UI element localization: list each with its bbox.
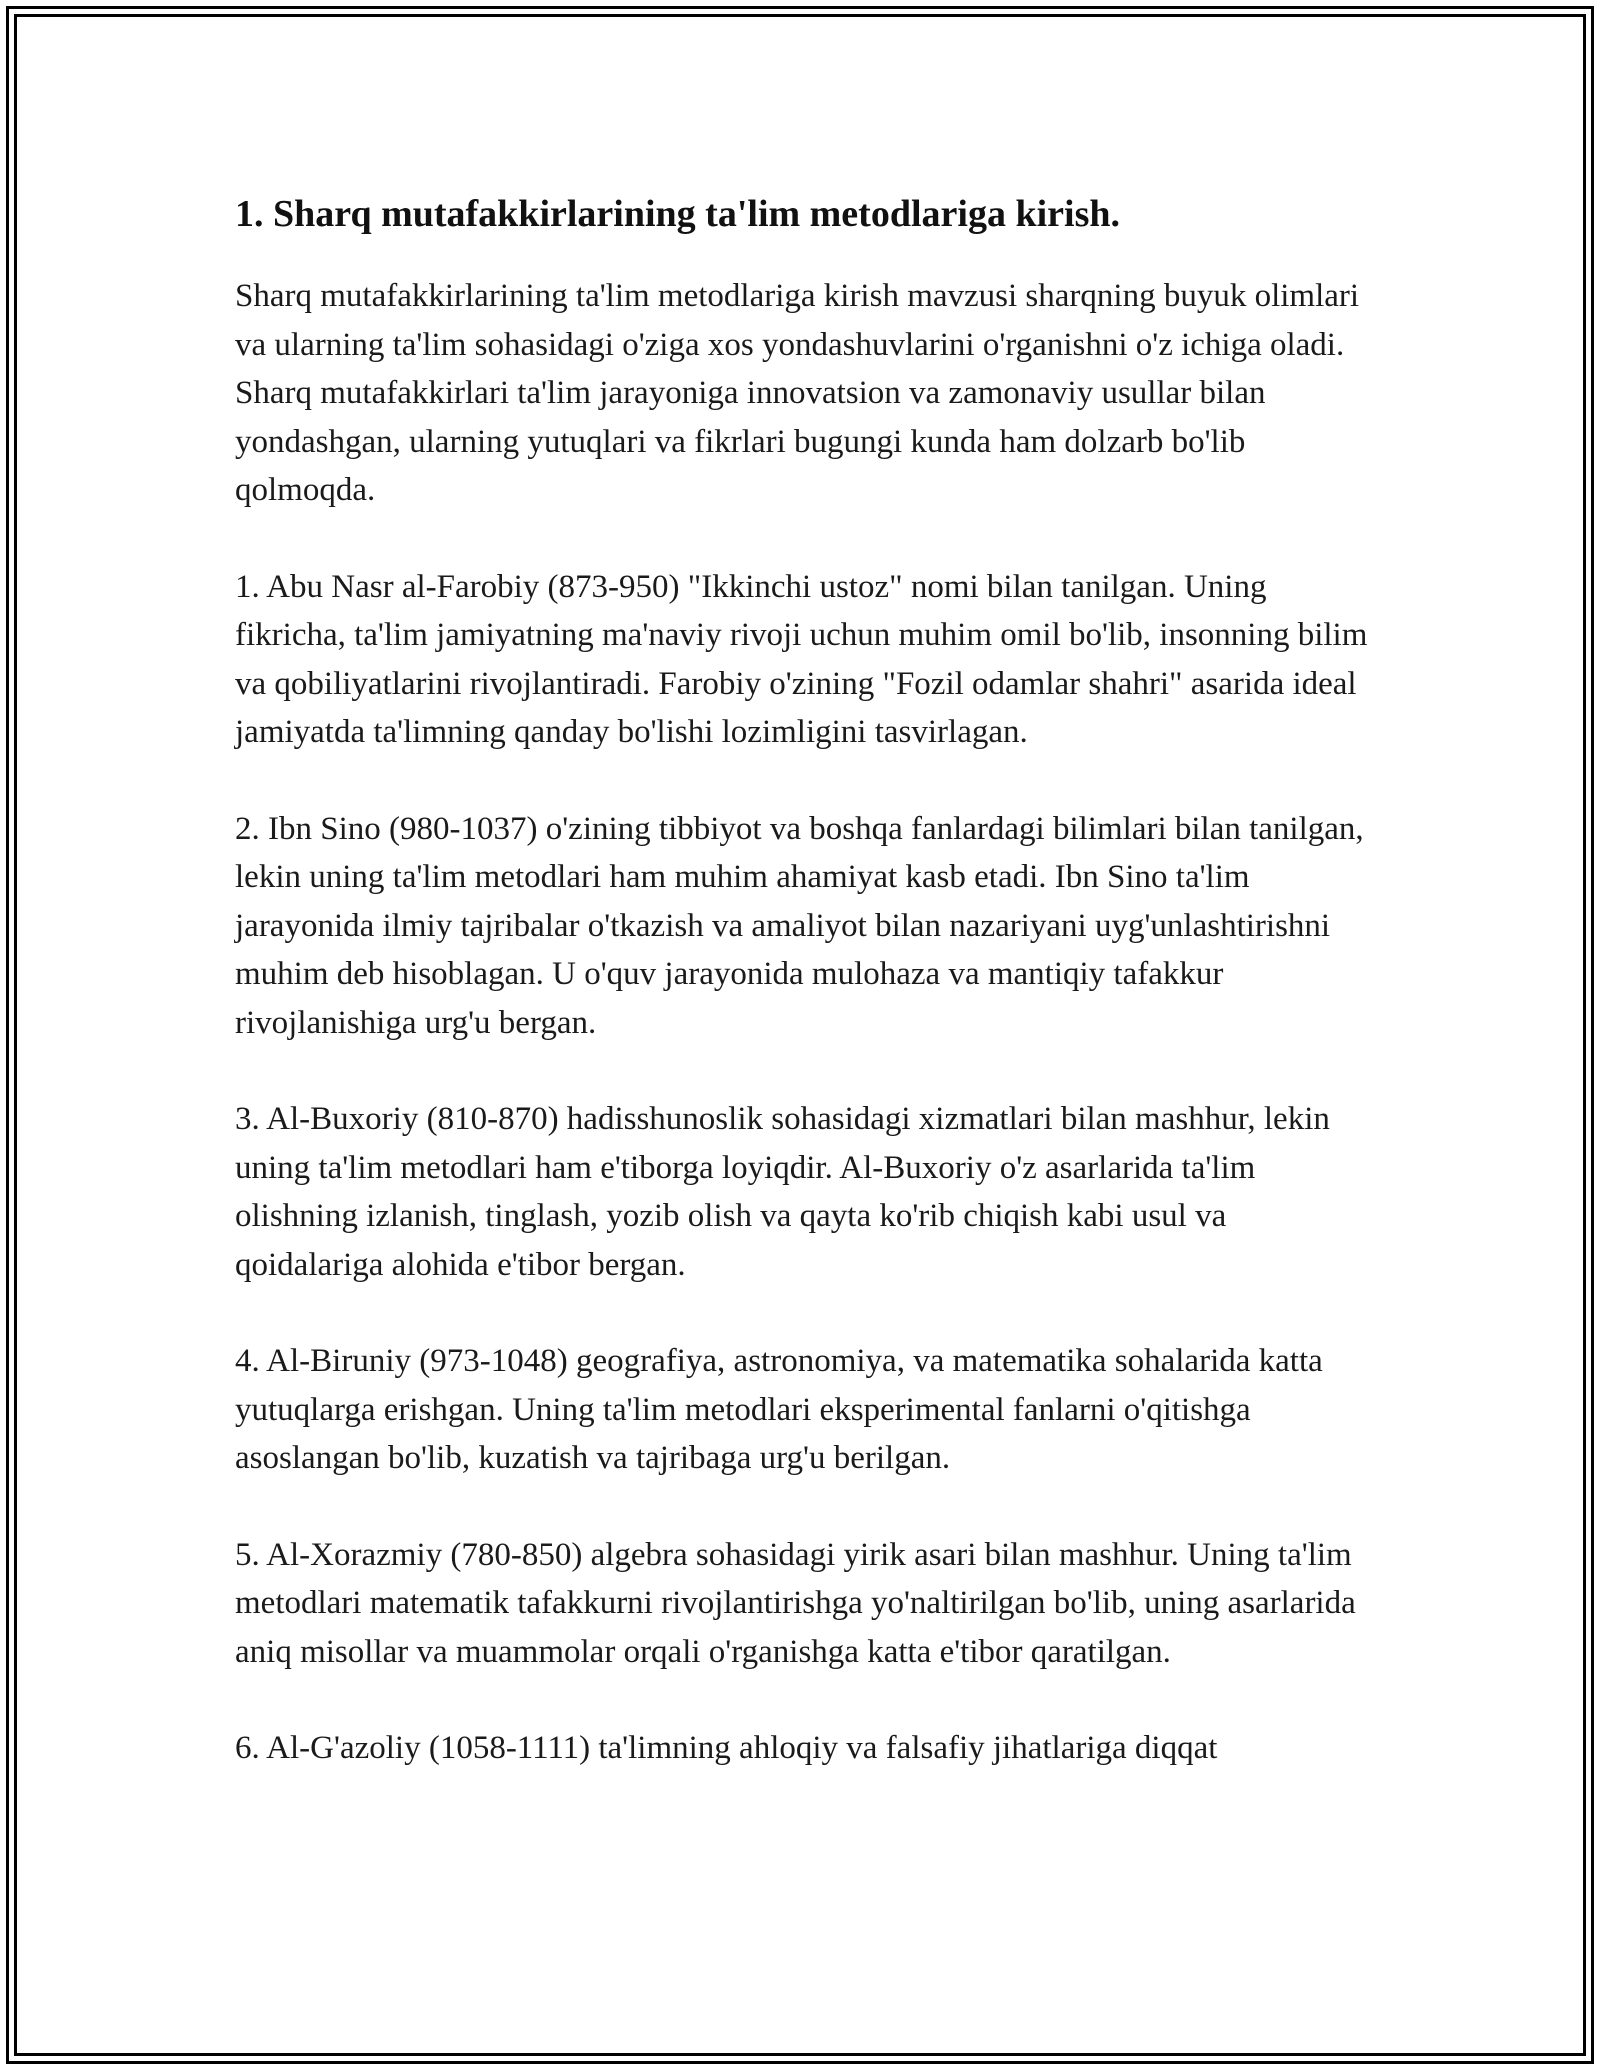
- document-body: [235, 188, 1375, 1821]
- intro-paragraph: Sharq mutafakkirlarining ta'lim metodlariga kirish mavzusi sharqning buyuk olimlari va ularning ta'lim sohasidagi o'ziga xos yondashuvlarini o'rganishni o'z ichiga oladi. Sharq mutafakkirlari ta'lim jarayoniga innovatsion va zamonaviy usullar bilan yondashgan, ularning yutuqlari va fikrlari bugungi kunda ham dolzarb bo'lib qolmoqda.: [235, 278, 1360, 508]
- paragraph-gazoliy: 6. Al-G'azoliy (1058-1111) ta'limning ahloqiy va falsafiy jihatlariga diqqat: [235, 1730, 1218, 1766]
- paragraph-ibn-sino: 2. Ibn Sino (980-1037) o'zining tibbiyot va boshqa fanlardagi bilimlari bilan tanilgan, lekin uning ta'lim metodlari ham muhim ahamiyat kasb etadi. Ibn Sino ta'lim jarayonida ilmiy tajribalar o'tkazish va amaliyot bilan nazariyani uyg'unlashtirishni muhim deb hisoblagan. U o'quv jarayonida mulohaza va mantiqiy tafakkur rivojlanishiga urg'u bergan.: [235, 810, 1364, 1041]
- paragraph-biruniy: 4. Al-Biruniy (973-1048) geografiya, astronomiya, va matematika sohalarida katta yutuqlarga erishgan. Uning ta'lim metodlari eksperimental fanlarni o'qitishga asoslangan bo'lib, kuzatish va tajribaga urg'u berilgan.: [235, 1343, 1323, 1476]
- paragraph-xorazmiy: 5. Al-Xorazmiy (780-850) algebra sohasidagi yirik asari bilan mashhur. Uning ta'lim metodlari matematik tafakkurni rivojlantirishga yo'naltirilgan bo'lib, uning asarlarida aniq misollar va muammolar orqali o'rganishga katta e'tibor qaratilgan.: [235, 1536, 1356, 1670]
- paragraph-buxoriy: 3. Al-Buxoriy (810-870) hadisshunoslik sohasidagi xizmatlari bilan mashhur, lekin uning ta'lim metodlari ham e'tiborga loyiqdir. Al-Buxoriy o'z asarlarida ta'lim olishning izlanish, tinglash, yozib olish va qayta ko'rib chiqish kabi usul va qoidalariga alohida e'tibor bergan.: [235, 1101, 1330, 1283]
- paragraph-farobiy: 1. Abu Nasr al-Farobiy (873-950) "Ikkinchi ustoz" nomi bilan tanilgan. Uning fikricha, ta'lim jamiyatning ma'naviy rivoji uchun muhim omil bo'lib, insonning bilim va qobiliyatlarini rivojlantiradi. Farobiy o'zining "Fozil odamlar shahri" asarida ideal jamiyatda ta'limning qanday bo'lishi lozimligini tasvirlagan.: [235, 568, 1368, 750]
- section-heading: 1. Sharq mutafakkirlarining ta'lim metodlariga kirish.: [235, 193, 1120, 235]
